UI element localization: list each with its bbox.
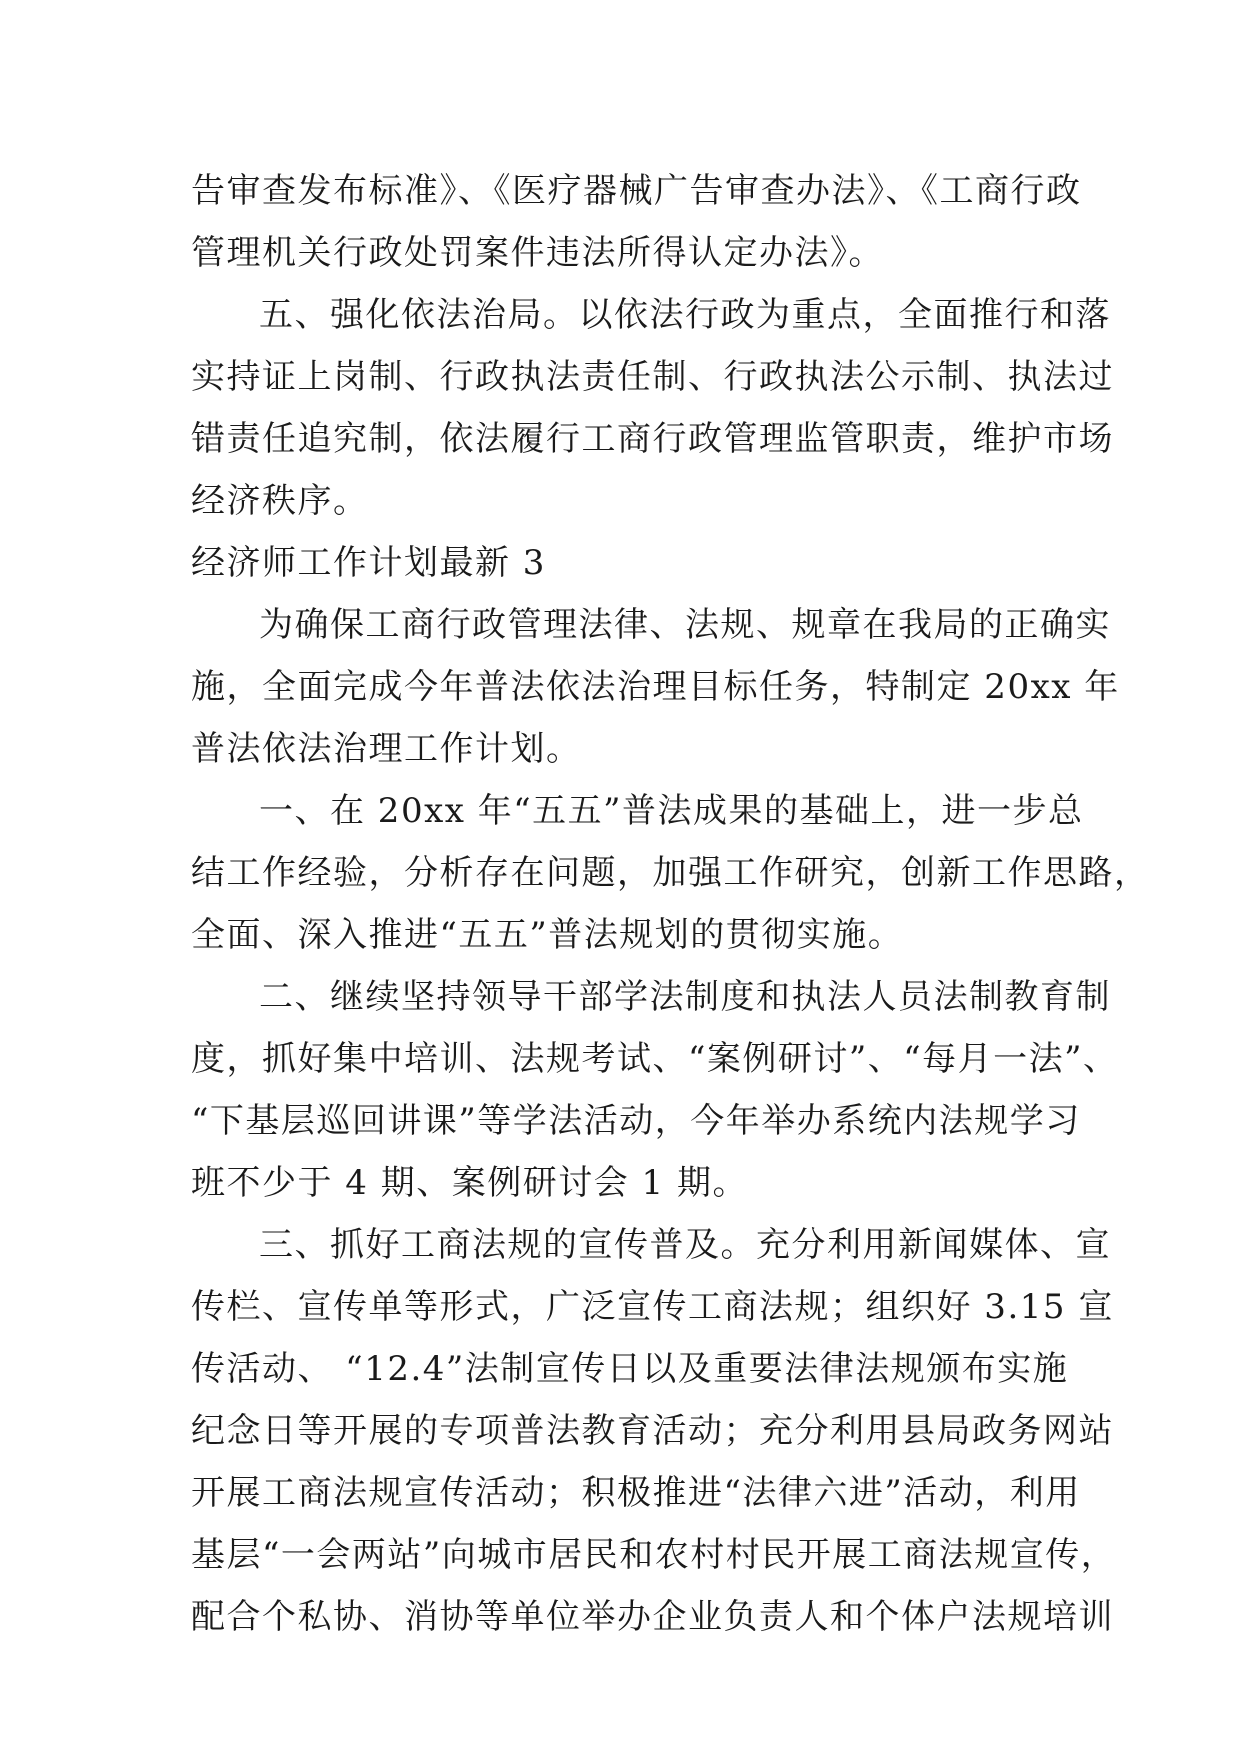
document-line: “下基层巡回讲课”等学法活动，今年举办系统内法规学习 — [191, 1101, 1081, 1141]
document-line: 度，抓好集中培训、法规考试、“案例研讨”、“每月一法”、 — [191, 1039, 1119, 1079]
document-line: 经济师工作计划最新 3 — [191, 543, 546, 583]
document-line: 管理机关行政处罚案件违法所得认定办法》。 — [191, 233, 884, 273]
document-line: 全面、深入推进“五五”普法规划的贯彻实施。 — [191, 915, 904, 955]
document-line: 施，全面完成今年普法依法治理目标任务，特制定 20xx 年 — [191, 667, 1120, 707]
document-body — [191, 160, 1150, 1648]
document-line: 五、强化依法治局。以依法行政为重点，全面推行和落 — [259, 295, 1111, 335]
document-line: 传活动、 “12.4”法制宣传日以及重要法律法规颁布实施 — [191, 1349, 1069, 1389]
document-line: 普法依法治理工作计划。 — [191, 729, 582, 769]
document-line: 纪念日等开展的专项普法教育活动；充分利用县局政务网站 — [191, 1411, 1114, 1451]
document-line: 开展工商法规宣传活动；积极推进“法律六进”活动，利用 — [191, 1473, 1081, 1513]
document-line: 实持证上岗制、行政执法责任制、行政执法公示制、执法过 — [191, 357, 1114, 397]
document-line: 告审查发布标准》、《医疗器械广告审查办法》、《工商行政 — [191, 171, 1082, 211]
document-line: 基层“一会两站”向城市居民和农村村民开展工商法规宣传， — [191, 1535, 1117, 1575]
document-line: 传栏、宣传单等形式，广泛宣传工商法规；组织好 3.15 宣 — [191, 1287, 1114, 1327]
document-line: 配合个私协、消协等单位举办企业负责人和个体户法规培训 — [191, 1597, 1114, 1637]
document-line: 为确保工商行政管理法律、法规、规章在我局的正确实 — [259, 605, 1111, 645]
document-line: 班不少于 4 期、案例研讨会 1 期。 — [191, 1163, 748, 1203]
document-line: 二、继续坚持领导干部学法制度和执法人员法制教育制 — [259, 977, 1111, 1017]
document-line: 一、在 20xx 年“五五”普法成果的基础上，进一步总 — [259, 791, 1084, 831]
document-line: 经济秩序。 — [191, 481, 369, 521]
document-line: 错责任追究制，依法履行工商行政管理监管职责，维护市场 — [191, 419, 1114, 459]
document-line: 三、抓好工商法规的宣传普及。充分利用新闻媒体、宣 — [259, 1225, 1111, 1265]
document-line: 结工作经验，分析存在问题，加强工作研究，创新工作思路， — [191, 853, 1150, 893]
